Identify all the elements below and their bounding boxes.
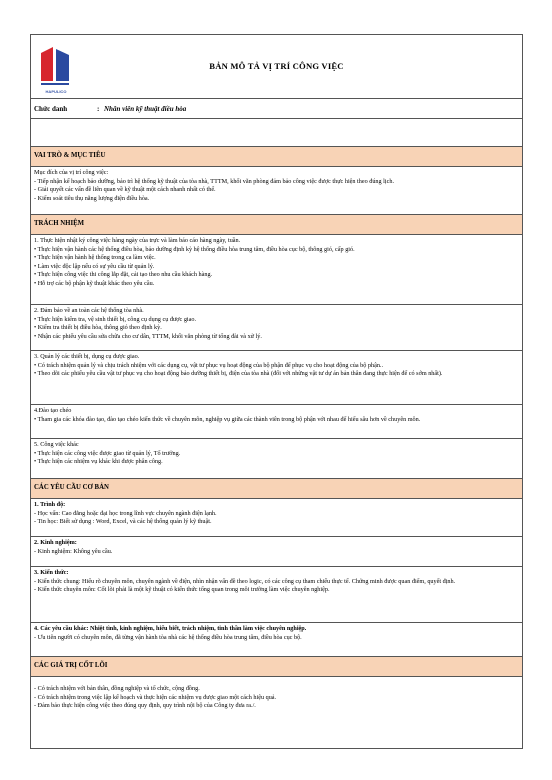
responsibility-line: • Thực hiện các nhiệm vụ khác khi được phân công.	[34, 458, 163, 466]
requirement-block-education	[31, 499, 522, 537]
responsibility-line: • Thực hiện công việc thi công lắp đặt, cải tạo theo nhu cầu khách hàng.	[34, 271, 213, 279]
logo-wordmark: HAPULICO	[45, 89, 67, 94]
document-header	[31, 35, 522, 99]
document-title: BẢN MÔ TẢ VỊ TRÍ CÔNG VIỆC	[209, 61, 344, 71]
responsibility-line: • Thực hiện vận hành các hệ thống điều hòa, bảo dưỡng định kỳ hệ thống điều hòa trung tâm, điều hòa cục bộ, thông gió, cấp gió.	[34, 245, 355, 253]
requirement-line: - Ưu tiên người có chuyên môn, đã từng vận hành tòa nhà các hệ thống điều hòa trung tâm, điều hòa cục bộ.	[34, 633, 302, 641]
section-heading-requirements: CÁC YÊU CẦU CƠ BẢN	[31, 479, 522, 499]
responsibility-block-5	[31, 439, 522, 479]
section-heading-core-values: CÁC GIÁ TRỊ CỐT LÕI	[31, 657, 522, 677]
requirement-line: - Học vấn: Cao đẳng hoặc đại học trong lĩnh vực chuyên ngành điện lạnh.	[34, 509, 217, 517]
requirement-line: - Kiến thức chung: Hiểu rõ chuyên môn, chuyên ngành về điện, nhìn nhận vấn đề theo logic, có các công cụ tham chiếu thực tế. Chứng minh được quan điểm, quyết định.	[34, 577, 456, 585]
responsibility-line: • Theo dõi các phiếu yêu cầu vật tư phục vụ cho hoạt động bảo dưỡng thiết bị, điện của tòa nhà (đối với những vật tư dự án bản thân đang thực hiện để có sớm nhất).	[34, 370, 443, 378]
responsibility-line: 1. Thực hiện nhật ký công việc hàng ngày của trực và làm báo cáo hàng ngày, tuần.	[34, 237, 241, 244]
roles-line: Mục đích của vị trí công việc:	[34, 169, 109, 176]
section-heading-roles: VAI TRÒ & MỤC TIÊU	[31, 147, 522, 167]
responsibility-block-4	[31, 405, 522, 439]
core-value-line: - Đảm bảo thực hiện công việc theo đúng quy định, quy trình nội bộ của Công ty đưa ra./.	[34, 702, 256, 710]
responsibility-line: 2. Đảm bảo về an toàn các hệ thống tòa nhà.	[34, 307, 144, 314]
job-description-sheet	[30, 34, 523, 749]
responsibility-line: • Nhận các phiếu yêu cầu sửa chữa cho cư dân, TTTM, khối văn phòng từ tổng đài và xử lý.	[34, 332, 262, 340]
blank-row	[31, 119, 522, 147]
responsibility-line: 3. Quản lý các thiết bị, dụng cụ được giao.	[34, 353, 140, 360]
core-value-line: - Có trách nhiệm với bản thân, đồng nghiệp và tổ chức, cộng đồng.	[34, 685, 200, 692]
responsibility-block-2	[31, 305, 522, 351]
job-title-value: Nhân viên kỹ thuật điều hòa	[104, 105, 187, 113]
requirement-line: - Kinh nghiệm: Không yêu cầu.	[34, 547, 113, 555]
responsibility-block-1	[31, 235, 522, 305]
job-title-label: Chức danh	[34, 105, 68, 113]
responsibility-line: • Thực hiện các công việc được giao từ quản lý, Tổ trưởng.	[34, 449, 181, 457]
responsibility-line: • Làm việc độc lập nếu có sự yêu cầu từ quản lý.	[34, 262, 155, 270]
requirement-title: 2. Kinh nghiệm:	[34, 539, 77, 546]
requirement-block-experience	[31, 537, 522, 567]
responsibility-line: • Thực hiện kiểm tra, vệ sinh thiết bị, công cụ dụng cụ được giao.	[34, 315, 197, 323]
requirement-title: 1. Trình độ:	[34, 501, 66, 508]
requirement-title: 3. Kiến thức:	[34, 569, 69, 576]
roles-line: - Giải quyết các vấn đề liên quan về kỹ thuật một cách nhanh nhất có thể.	[34, 186, 216, 194]
responsibility-line: • Tham gia các khóa đào tạo, đào tạo chéo kiến thức về chuyên môn, nghiệp vụ giữa các thành viên trong bộ phận với nhau để hiểu sâu hơn về chuyên môn.	[34, 415, 421, 423]
responsibility-line: 4.Đào tạo chéo	[34, 407, 72, 414]
job-title-row	[31, 99, 522, 119]
roles-line: - Kiểm soát tiêu thụ năng lượng điện điều hòa.	[34, 194, 150, 202]
responsibility-line: • Kiểm tra thiết bị điều hòa, thông gió theo định kỳ.	[34, 324, 162, 332]
requirement-line: - Kiến thức chuyên môn: Cốt lõi phải là một kỹ thuật có kiến thức tổng quan trong môi trường làm việc chuyên nghiệp.	[34, 586, 330, 594]
roles-line: - Tiếp nhận kế hoạch bảo dưỡng, bảo trì hệ thống kỹ thuật của tòa nhà, TTTM, khối văn phòng đảm bảo công việc được thực hiện theo đúng lịch.	[34, 177, 394, 185]
requirement-block-knowledge	[31, 567, 522, 623]
requirement-line: - Tin học: Biết sử dụng : Word, Excel, và các hệ thống quản lý kỹ thuật.	[34, 518, 212, 526]
responsibility-line: • Hỗ trợ các bộ phận kỹ thuật khác theo yêu cầu.	[34, 279, 155, 287]
requirement-block-other	[31, 623, 522, 657]
responsibility-line: • Thực hiện vận hành hệ thống trong ca làm việc.	[34, 254, 156, 262]
responsibility-line: 5. Công việc khác	[34, 441, 79, 448]
roles-content	[31, 167, 522, 215]
section-heading-responsibilities: TRÁCH NHIỆM	[31, 215, 522, 235]
responsibility-block-3	[31, 351, 522, 405]
core-value-line: - Có trách nhiệm trong việc lập kế hoạch và thực hiện các nhiệm vụ được giao một cách hiệu quả.	[34, 693, 277, 701]
core-values-content	[31, 677, 522, 748]
job-title-colon: :	[97, 105, 100, 113]
requirement-title: 4. Các yêu cầu khác: Nhiệt tình, kinh nghiệm, hiểu biết, trách nhiệm, tinh thần làm việc chuyên nghiệp.	[34, 625, 307, 632]
responsibility-line: • Có trách nhiệm quản lý và chịu trách nhiệm với các dụng cụ, vật tư phục vụ hoạt động của bộ phận để phục vụ cho hoạt động của bộ phận..	[34, 361, 384, 369]
